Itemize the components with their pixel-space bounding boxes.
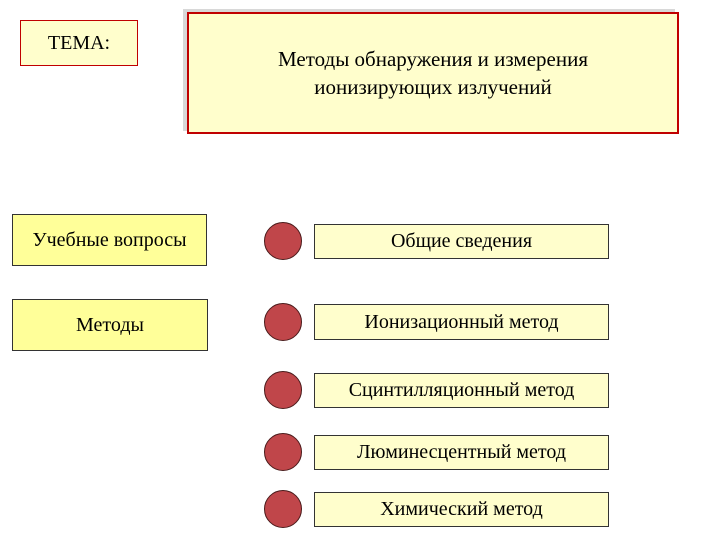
study-questions-label: [12, 214, 207, 266]
bullet-icon: [264, 490, 302, 528]
topic-title: [278, 45, 588, 102]
topic-title-line1: Методы обнаружения и измерения: [278, 46, 588, 71]
list-item-label: Химический метод: [380, 498, 543, 520]
bullet-icon: [264, 222, 302, 260]
list-item-label: Люминесцентный метод: [356, 441, 567, 463]
bullet-icon: [264, 433, 302, 471]
topic-title-line2: ионизирующих излучений: [314, 75, 552, 99]
tema-label-text: ТЕМА:: [47, 31, 111, 54]
methods-label: [12, 299, 208, 351]
list-item-general-info[interactable]: [314, 224, 609, 259]
list-item-ionization-method[interactable]: [314, 304, 609, 340]
list-item-label: Сцинтилляционный метод: [348, 379, 575, 401]
study-questions-text: Учебные вопросы: [32, 228, 187, 251]
tema-label: [20, 20, 138, 66]
list-item-label: Общие сведения: [390, 230, 533, 252]
bullet-icon: [264, 371, 302, 409]
list-item-luminescent-method[interactable]: [314, 435, 609, 470]
methods-text: Методы: [76, 313, 144, 336]
list-item-label: Ионизационный метод: [364, 310, 559, 333]
list-item-scintillation-method[interactable]: [314, 373, 609, 408]
list-item-chemical-method[interactable]: [314, 492, 609, 527]
topic-title-box: [187, 12, 679, 134]
bullet-icon: [264, 303, 302, 341]
